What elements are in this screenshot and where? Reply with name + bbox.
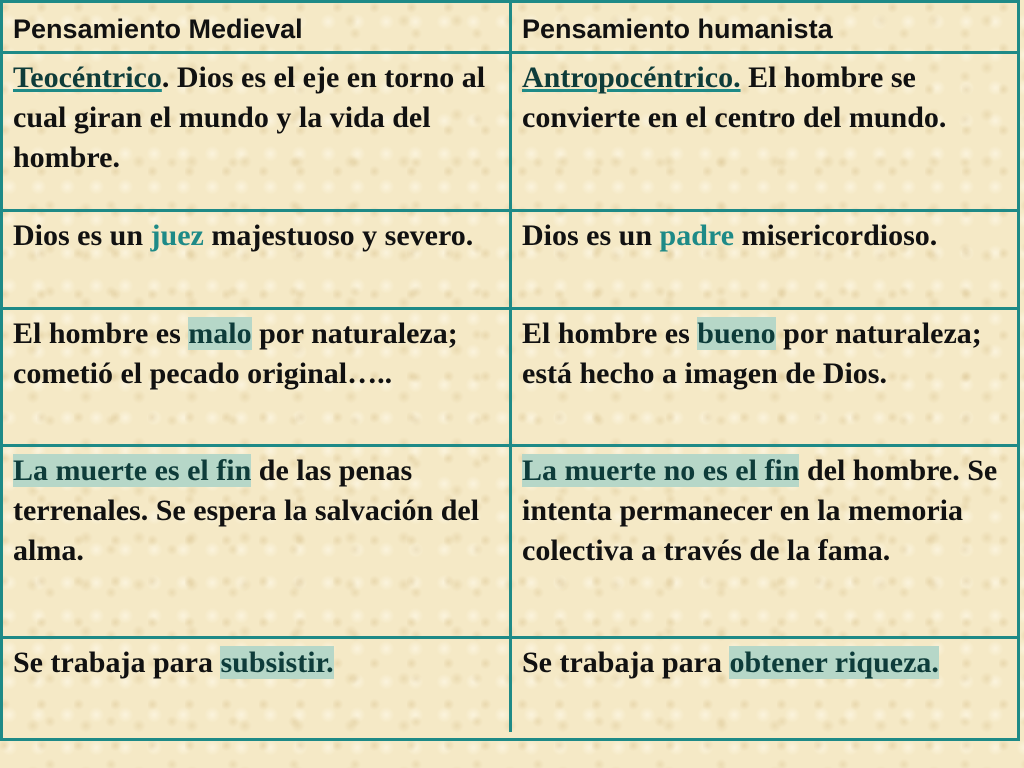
highlight-text: Teocéntrico bbox=[13, 61, 162, 94]
row-3-humanista bbox=[512, 310, 1018, 447]
cell-text: Se trabaja para bbox=[522, 646, 730, 679]
cell-text: El hombre se convierte en el centro del mundo. bbox=[522, 61, 947, 134]
row-1-medieval bbox=[3, 54, 512, 212]
row-2-humanista bbox=[512, 212, 1018, 310]
highlight-text: juez bbox=[150, 219, 204, 252]
highlight-text: subsistir. bbox=[220, 646, 334, 679]
highlight-text: La muerte es el fin bbox=[13, 454, 252, 487]
header-medieval: Pensamiento Medieval bbox=[3, 3, 512, 54]
cell-text: por naturaleza; está hecho a imagen de Dios. bbox=[522, 317, 982, 390]
row-2-medieval bbox=[3, 212, 512, 310]
cell-text: Se trabaja para bbox=[13, 646, 221, 679]
row-4-medieval bbox=[3, 447, 512, 639]
row-5-medieval bbox=[3, 639, 512, 732]
cell-text: del hombre. Se intenta permanecer en la memoria colectiva a través de la fama. bbox=[522, 454, 998, 567]
row-3-medieval bbox=[3, 310, 512, 447]
header-humanista: Pensamiento humanista bbox=[512, 3, 1018, 54]
row-4-humanista bbox=[512, 447, 1018, 639]
row-5-humanista bbox=[512, 639, 1018, 732]
cell-text: misericordioso. bbox=[734, 219, 938, 252]
cell-text: por naturaleza; cometió el pecado original….. bbox=[13, 317, 458, 390]
cell-text: El hombre es bbox=[522, 317, 698, 350]
cell-text: de las penas terrenales. Se espera la salvación del alma. bbox=[13, 454, 480, 567]
highlight-text: padre bbox=[659, 219, 735, 252]
cell-text: . Dios es el eje en torno al cual giran el mundo y la vida del hombre. bbox=[13, 61, 486, 174]
cell-text: Dios es un bbox=[522, 219, 660, 252]
highlight-text: Antropocéntrico. bbox=[522, 61, 741, 94]
highlight-text: obtener riqueza. bbox=[729, 646, 939, 679]
cell-text: majestuoso y severo. bbox=[203, 219, 474, 252]
highlight-text: bueno bbox=[697, 317, 776, 350]
cell-text: Dios es un bbox=[13, 219, 151, 252]
cell-text: El hombre es bbox=[13, 317, 189, 350]
row-1-humanista bbox=[512, 54, 1018, 212]
highlight-text: malo bbox=[188, 317, 252, 350]
highlight-text: La muerte no es el fin bbox=[522, 454, 800, 487]
